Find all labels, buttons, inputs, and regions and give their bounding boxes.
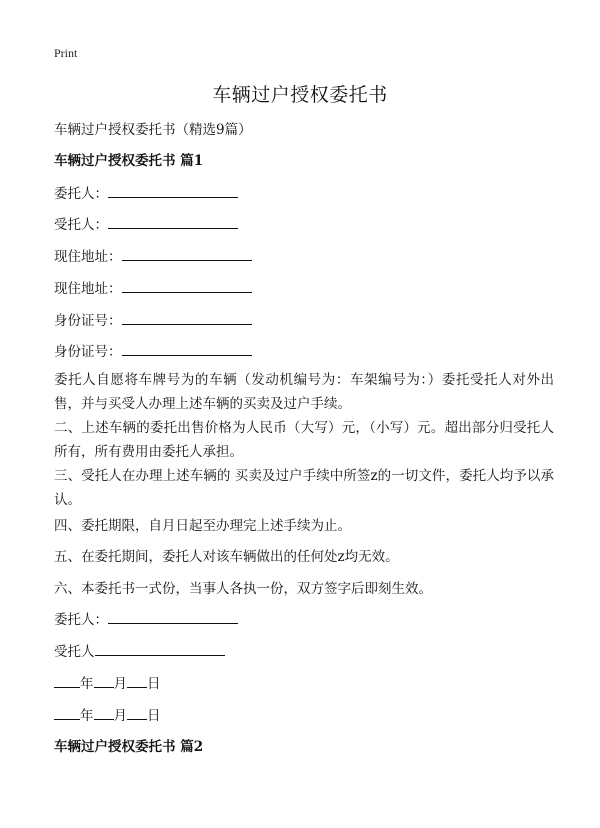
id-field-2 bbox=[54, 341, 252, 362]
document-title: 车辆过户授权委托书 bbox=[212, 84, 388, 106]
date-line-2 bbox=[54, 705, 161, 726]
id-blank-2 bbox=[122, 341, 252, 356]
month-label: 月 bbox=[113, 676, 127, 692]
id-label-1: 身份证号： bbox=[54, 313, 122, 329]
principal-blank bbox=[108, 183, 238, 198]
signature-principal-blank bbox=[108, 609, 238, 624]
paragraph-3: 三、受托人在办理上述车辆的 买卖及过户手续中所签z的一切文件，委托人均予以承认。 bbox=[54, 468, 554, 508]
address-field-2 bbox=[54, 278, 252, 299]
address-blank-1 bbox=[122, 246, 252, 261]
document-subtitle: 车辆过户授权委托书（精选9篇） bbox=[54, 122, 252, 138]
year-blank bbox=[54, 705, 80, 720]
address-field-1 bbox=[54, 246, 252, 267]
print-label: Print bbox=[54, 46, 78, 60]
id-field-1 bbox=[54, 310, 252, 331]
day-blank bbox=[127, 673, 147, 688]
id-blank-1 bbox=[122, 310, 252, 325]
signature-agent-blank bbox=[95, 641, 225, 656]
address-label-2: 现住地址： bbox=[54, 281, 122, 297]
year-blank bbox=[54, 673, 80, 688]
signature-agent-label: 受托人 bbox=[54, 644, 95, 660]
signature-agent bbox=[54, 641, 225, 662]
year-label: 年 bbox=[80, 708, 94, 724]
day-blank bbox=[127, 705, 147, 720]
month-blank bbox=[94, 673, 114, 688]
paragraph-2: 二、上述车辆的委托出售价格为人民币（大写）元，（小写）元。超出部分归受托人所有，所有费用由委托人承担。 bbox=[54, 420, 554, 460]
principal-label: 委托人： bbox=[54, 186, 108, 202]
month-blank bbox=[94, 705, 114, 720]
id-label-2: 身份证号： bbox=[54, 344, 122, 360]
paragraph-4: 四、委托期限，自月日起至办理完上述手续为止。 bbox=[54, 518, 351, 534]
date-line-1 bbox=[54, 673, 161, 694]
paragraph-1: 委托人自愿将车牌号为的车辆（发动机编号为：车架编号为：）委托受托人对外出售，并与买受人办理上述车辆的买卖及过户手续。 bbox=[54, 372, 554, 412]
paragraph-6: 六、本委托书一式份，当事人各执一份，双方签字后即刻生效。 bbox=[54, 581, 432, 597]
paragraph-5: 五、在委托期间，委托人对该车辆做出的任何处z均无效。 bbox=[54, 549, 399, 565]
address-blank-2 bbox=[122, 278, 252, 293]
agent-field bbox=[54, 214, 238, 235]
year-label: 年 bbox=[80, 676, 94, 692]
address-label-1: 现住地址： bbox=[54, 249, 122, 265]
month-label: 月 bbox=[113, 708, 127, 724]
section1-heading: 车辆过户授权委托书 篇1 bbox=[54, 153, 204, 169]
principal-field bbox=[54, 183, 238, 204]
day-label: 日 bbox=[147, 708, 161, 724]
signature-principal-label: 委托人： bbox=[54, 612, 108, 628]
signature-principal bbox=[54, 609, 238, 630]
day-label: 日 bbox=[147, 676, 161, 692]
section2-heading: 车辆过户授权委托书 篇2 bbox=[54, 739, 204, 755]
agent-blank bbox=[108, 214, 238, 229]
agent-label: 受托人： bbox=[54, 217, 108, 233]
